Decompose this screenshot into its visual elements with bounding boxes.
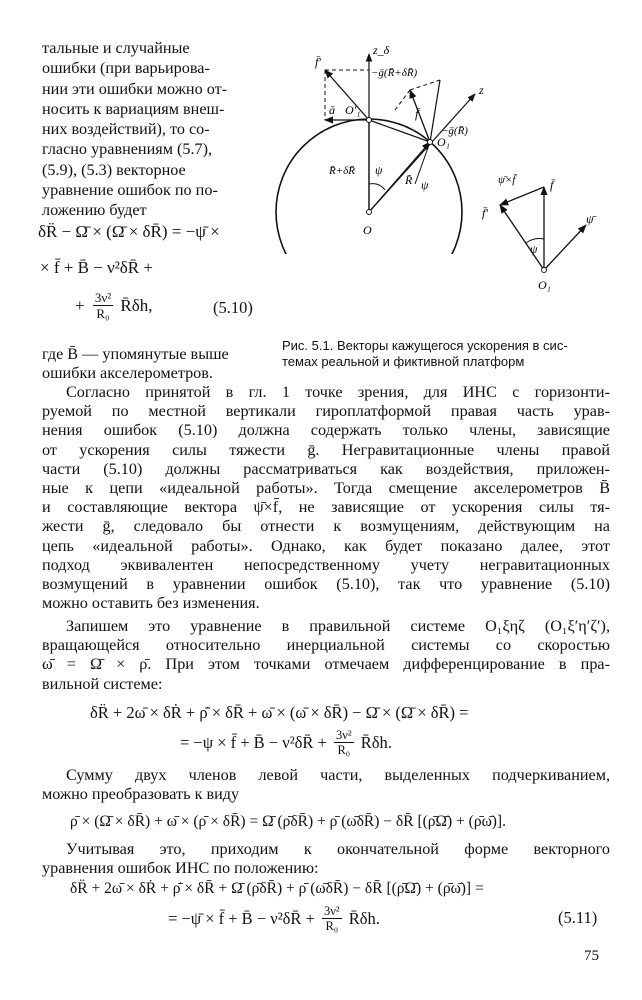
label-f: f̄ xyxy=(415,107,419,121)
vector-psi xyxy=(544,225,586,270)
paragraph xyxy=(42,617,610,694)
text-line: тальные и случайные xyxy=(42,39,190,57)
equation-number: (5.10) xyxy=(213,298,253,317)
text-line: нения ошибок (5.10) должна содержать только члены, зависящие xyxy=(42,421,610,440)
figure-5-1-side-diagram xyxy=(478,165,613,295)
label-psi-2: ψ xyxy=(421,178,429,192)
formula-term: R̄δh. xyxy=(360,732,392,752)
point-o1 xyxy=(542,268,547,273)
fraction xyxy=(334,728,354,757)
text-line: Запишем это уравнение в правильной системе O₁ξηζ (O₁ξ′η′ζ′), xyxy=(66,617,610,635)
fraction-numerator: 3ν² xyxy=(323,904,340,918)
label-o1: O₁ xyxy=(538,278,551,292)
text-line: ω̄ = Ω̄ × ρ̄. При этом точками отмечаем дифференцирование в пра- xyxy=(42,655,610,674)
page-number: 75 xyxy=(584,948,599,964)
label-z: z xyxy=(479,83,484,97)
equation-row: + $\frac{\text{3ν²}}{\text{R₀}}$ R̄δh, xyxy=(75,290,153,321)
fraction-numerator: 3ν² xyxy=(335,728,352,742)
text-line: жести ḡ, следовало бы отнести к возмущениям, действующим на xyxy=(42,517,610,536)
text-line: носить к вариациям внеш- xyxy=(42,99,225,118)
label-minus-g-rsr: −ḡ(R̄+δR̄) xyxy=(371,67,418,79)
paragraph xyxy=(42,840,610,878)
text-line: можно оставить без изменения. xyxy=(42,594,260,613)
label-a: ā xyxy=(329,103,335,117)
text-line: части (5.10) должны рассматриваться как воздействия, приложен- xyxy=(42,459,610,478)
formula-row: δR̈ + 2ω̄ × δṘ + ρ̄̇ × δR̄ + ω̄ × (ω̄ × δR̄) − Ω̄ × (Ω̄ × δR̄) = xyxy=(90,703,469,722)
dashed-line xyxy=(410,80,440,90)
fraction-numerator: 3ν² xyxy=(94,290,112,305)
fraction-denominator: R₀ xyxy=(96,306,110,321)
text-line: от ускорения силы тяжести ḡ. Негравитационные члены правой xyxy=(42,440,610,459)
text-line: Учитывая это, приходим к окончательной форме векторного xyxy=(66,840,610,858)
formula-row: δR̈ + 2ω̄ × δṘ + ρ̄̇ × δR̄ + Ω̄ (ρ̄δR̄) + ρ̄ (ω̄δR̄) − δR̄ [(ρ̄Ω̄) + (ρ̄ω̄)] = xyxy=(70,880,484,897)
text-line: вильной системе: xyxy=(42,674,163,693)
text-line: них воздействий), то со- xyxy=(42,120,210,139)
label-r-plus-dr: R̄+δR̄ xyxy=(329,165,355,177)
fraction-denominator: R₀ xyxy=(325,919,339,933)
text-line: (5.9), (5.3) векторное xyxy=(42,160,186,179)
vector-psi-cross-f xyxy=(500,187,544,205)
label-psi-vector: ψ̄ xyxy=(586,212,594,226)
point-o1-prime xyxy=(367,118,372,123)
label-r: R̄ xyxy=(405,173,413,187)
label-f: f̄ xyxy=(550,178,554,192)
equation-number: (5.11) xyxy=(558,908,598,927)
equation-explanation xyxy=(42,345,292,383)
equation-row: × f̄ + B̄ − ν²δR̄ + xyxy=(40,258,153,277)
figure-5-1-main-diagram xyxy=(265,34,505,254)
label-o: O xyxy=(363,223,372,237)
text-line: возмущений в уравнении ошибок (5.10), так что уравнение (5.10) xyxy=(42,575,610,594)
angle-psi-arc xyxy=(369,184,385,190)
text-line: цепь «идеальной работы». Однако, как будет показано далее, этот xyxy=(42,536,610,555)
text-line: руемой по местной вертикали гироплатформой правая часть урав- xyxy=(42,402,610,421)
paragraph xyxy=(42,766,610,804)
text-line: где B̄ — упомянутые выше xyxy=(42,345,229,363)
text-line: ложению будет xyxy=(42,201,147,220)
formula-row xyxy=(180,728,392,757)
fraction xyxy=(322,904,342,933)
text-line: ные к цепи «идеальной работы». Тогда смещение акселерометров B̄ xyxy=(42,479,610,498)
formula-term: = −ψ̄ × f̄ + B̄ − ν²δR̄ + xyxy=(168,908,315,928)
text-line: Сумму двух членов левой части, выделенных подчеркиванием, xyxy=(66,766,610,784)
text-line: вращающейся относительно инерциальной системы со скоростью xyxy=(42,636,610,655)
figure-caption xyxy=(282,338,612,370)
vector-f-prime xyxy=(500,205,544,270)
caption-line: темах реальной и фиктивной платформ xyxy=(282,354,525,369)
text-line: Согласно принятой в гл. 1 точке зрения, для ИНС с горизонти- xyxy=(66,383,610,401)
fraction xyxy=(93,290,113,321)
point-o xyxy=(367,210,372,215)
label-psi: ψ xyxy=(530,242,538,256)
text-line: ошибки (при варьирова- xyxy=(42,59,210,78)
label-f-prime: f̄′ xyxy=(315,55,321,69)
formula-row: ρ̄ × (Ω̄ × δR̄) + ω̄ × (ρ̄ × δR̄) = Ω̄ (ρ̄δR̄) + ρ̄ (ω̄δR̄) − δR̄ [(ρ̄Ω̄) + (ρ̄ω̄)]. xyxy=(70,813,506,830)
label-psi-cross-f: ψ̄×f̄ xyxy=(498,174,516,186)
formula-term: = −ψ × f̄ + B̄ − ν²δR̄ + xyxy=(180,732,327,752)
text-line: подход эквивалентен непосредственному учету негравитационных xyxy=(42,555,610,574)
caption-line: Рис. 5.1. Векторы кажущегося ускорения в сис- xyxy=(282,338,568,353)
fraction-denominator: R₀ xyxy=(337,743,351,757)
label-o1-prime: O′₁ xyxy=(345,103,361,117)
label-minus-g-r: −ḡ(R̄) xyxy=(441,125,468,137)
text-line: нии эти ошибки можно от- xyxy=(42,79,228,98)
equation-row: δR̈ − Ω̄ × (Ω̄ × δR̄) = −ψ̄ × xyxy=(38,222,220,241)
label-f-prime: f̄′ xyxy=(482,206,488,220)
equation-term: R̄δh, xyxy=(120,295,153,315)
dashed-line xyxy=(395,90,410,110)
text-line: можно преобразовать к виду xyxy=(42,785,240,804)
label-psi: ψ xyxy=(375,163,383,177)
label-o1: O₁ xyxy=(437,135,450,149)
text-line: и составляющие вектора ψ̄×f̄, не зависящие от ускорения силы тя- xyxy=(42,498,610,517)
left-column-text xyxy=(42,38,257,221)
formula-row xyxy=(168,904,380,933)
vector-minus-g xyxy=(430,80,440,142)
text-line: ошибки акселерометров. xyxy=(42,364,213,382)
point-o1 xyxy=(428,140,433,145)
formula-term: R̄δh. xyxy=(348,908,380,928)
text-line: гласно уравнениям (5.7), xyxy=(42,140,213,159)
text-line: уравнение ошибок по по- xyxy=(42,181,218,200)
paragraph xyxy=(42,383,610,613)
text-line: уравнения ошибок ИНС по положению: xyxy=(42,859,319,878)
vector-r xyxy=(369,142,430,212)
label-z-delta: z_δ xyxy=(373,43,390,57)
